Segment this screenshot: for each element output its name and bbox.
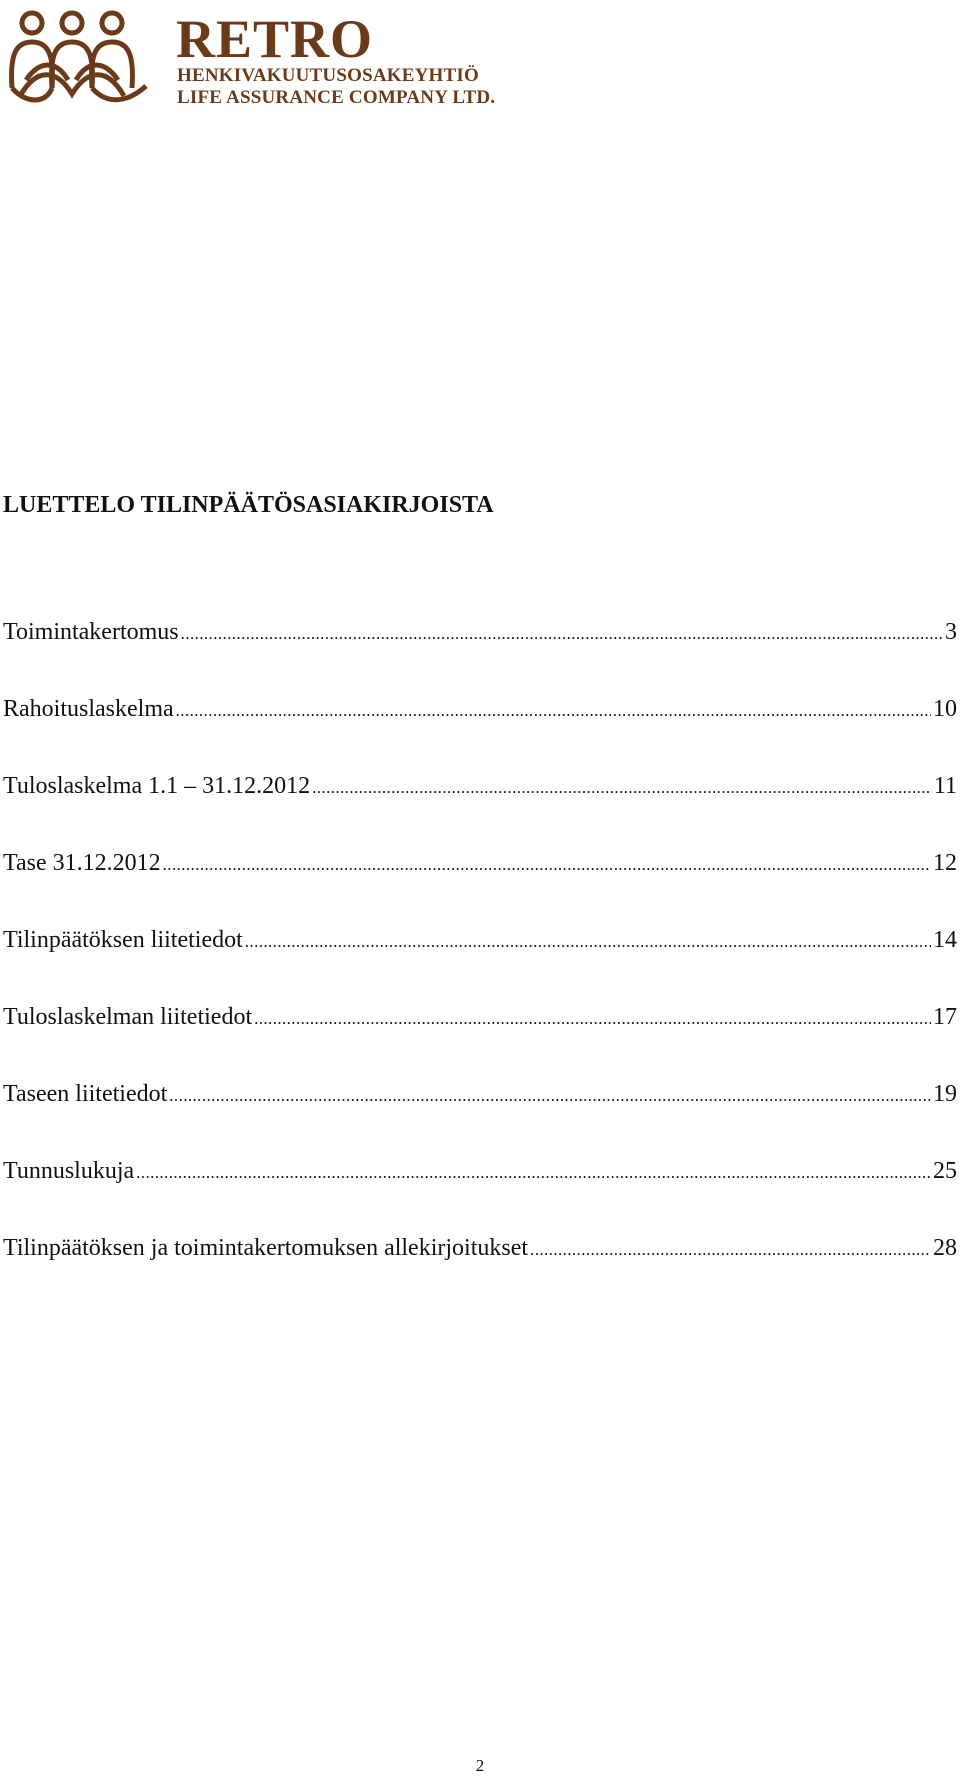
toc-dot-leader bbox=[312, 773, 932, 803]
toc-entry[interactable] bbox=[3, 848, 957, 925]
toc-entry-page: 11 bbox=[933, 773, 957, 799]
toc-entry-page: 19 bbox=[933, 1081, 957, 1107]
document-title: LUETTELO TILINPÄÄTÖSASIAKIRJOISTA bbox=[3, 492, 494, 518]
toc-dot-leader bbox=[169, 1081, 931, 1111]
toc-dot-leader bbox=[163, 850, 931, 880]
toc-entry-label: Toimintakertomus bbox=[3, 619, 179, 645]
company-name: RETRO bbox=[176, 9, 374, 69]
toc-entry-label: Tilinpäätöksen ja toimintakertomuksen allekirjoitukset bbox=[3, 1235, 529, 1261]
toc-entry-page: 17 bbox=[933, 1004, 957, 1030]
toc-dot-leader bbox=[136, 1158, 931, 1188]
toc-entry-page: 10 bbox=[933, 696, 957, 722]
toc-entry[interactable] bbox=[3, 925, 957, 1002]
toc-entry[interactable] bbox=[3, 1002, 957, 1079]
toc-dot-leader bbox=[176, 696, 931, 726]
toc-entry-label: Tase 31.12.2012 bbox=[3, 850, 161, 876]
toc-entry-page: 14 bbox=[933, 927, 957, 953]
company-subtitle-en: LIFE ASSURANCE COMPANY LTD. bbox=[177, 87, 496, 108]
toc-dot-leader bbox=[181, 619, 943, 649]
toc-entry[interactable] bbox=[3, 1079, 957, 1156]
toc-entry-page: 12 bbox=[933, 850, 957, 876]
toc-entry[interactable] bbox=[3, 1233, 957, 1310]
toc-entry-label: Rahoituslaskelma bbox=[3, 696, 174, 722]
toc-entry-label: Taseen liitetiedot bbox=[3, 1081, 168, 1107]
interlocking-figures-logo-icon bbox=[6, 8, 156, 104]
toc-entry[interactable] bbox=[3, 617, 957, 694]
toc-entry[interactable] bbox=[3, 694, 957, 771]
toc-entry[interactable] bbox=[3, 1156, 957, 1233]
toc-entry-page: 28 bbox=[933, 1235, 957, 1261]
toc-entry-label: Tilinpäätöksen liitetiedot bbox=[3, 927, 243, 953]
toc-entry-page: 25 bbox=[933, 1158, 957, 1184]
page-number: 2 bbox=[475, 1756, 485, 1775]
toc-entry[interactable] bbox=[3, 771, 957, 848]
toc-entry-label: Tuloslaskelman liitetiedot bbox=[3, 1004, 253, 1030]
company-header bbox=[6, 8, 526, 108]
toc-dot-leader bbox=[245, 927, 931, 957]
toc-dot-leader bbox=[254, 1004, 931, 1034]
toc-entry-label: Tunnuslukuja bbox=[3, 1158, 135, 1184]
toc-entry-label: Tuloslaskelma 1.1 – 31.12.2012 bbox=[3, 773, 311, 799]
toc-dot-leader bbox=[530, 1235, 931, 1265]
company-subtitle-fi: HENKIVAKUUTUSOSAKEYHTIÖ bbox=[177, 65, 479, 86]
toc-entry-page: 3 bbox=[945, 619, 957, 645]
table-of-contents bbox=[3, 617, 957, 1310]
